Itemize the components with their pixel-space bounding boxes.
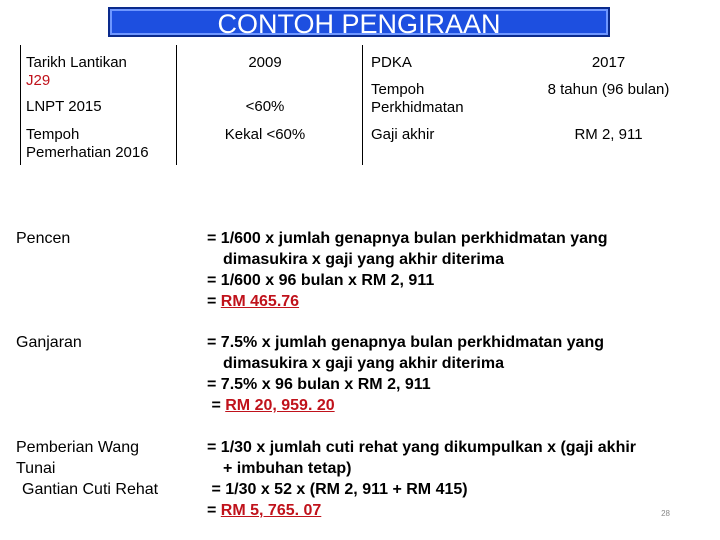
- row-label-line1: Tarikh Lantikan: [26, 54, 127, 71]
- calc-line: dimasukira x gaji yang akhir diterima: [223, 355, 504, 372]
- row-label-line1: Tempoh: [26, 126, 80, 143]
- row-tempoh-perkhidmatan-value: 8 tahun (96 bulan): [547, 81, 670, 98]
- row-lnpt-label: LNPT 2015: [26, 98, 102, 115]
- row-pdka-value: 2017: [591, 54, 626, 71]
- calc-line: = 1/30 x jumlah cuti rehat yang dikumpulkan x (gaji akhir: [207, 439, 637, 456]
- calc-line: = 1/600 x 96 bulan x RM 2, 911: [207, 272, 435, 289]
- page-number: 28: [661, 509, 670, 518]
- ganjaran-result: RM 20, 959. 20: [225, 397, 335, 414]
- calc-line: dimasukira x gaji yang akhir diterima: [223, 251, 504, 268]
- calc-result-line: [207, 500, 697, 521]
- row-gaji-akhir-value: RM 2, 911: [574, 126, 643, 143]
- page-title: CONTOH PENGIRAAN: [108, 7, 610, 37]
- calc-result-prefix: =: [207, 397, 226, 414]
- calc-line: + imbuhan tetap): [223, 460, 352, 477]
- row-tempoh-pemerhatian-value: Kekal <60%: [224, 126, 306, 143]
- calc-line: = 1/30 x 52 x (RM 2, 911 + RM 415): [207, 481, 468, 498]
- right-table: [0, 0, 720, 170]
- pencen-result: RM 465.76: [220, 293, 300, 310]
- row-gaji-akhir-label: Gaji akhir: [371, 126, 435, 143]
- label-line: Tunai: [16, 460, 56, 477]
- wang-tunai-label: [16, 437, 158, 500]
- row-label-line2: Pemerhatian 2016: [26, 144, 149, 161]
- calc-line: = 7.5% x jumlah genapnya bulan perkhidmatan yang: [207, 334, 604, 351]
- calc-line: = 1/600 x jumlah genapnya bulan perkhidmatan yang: [207, 230, 608, 247]
- wang-tunai-calculation: [207, 437, 697, 521]
- calc-result-line: [207, 291, 687, 312]
- pencen-label: Pencen: [16, 230, 71, 247]
- row-tarikh-lantikan-value: 2009: [248, 54, 282, 71]
- row-label-line2: J29: [26, 72, 51, 89]
- calc-result-prefix: =: [207, 502, 221, 519]
- row-lnpt-value: <60%: [245, 98, 285, 115]
- row-pdka-label: PDKA: [371, 54, 412, 71]
- row-label-line1: Tempoh: [371, 81, 425, 98]
- row-tempoh-perkhidmatan-label: [371, 81, 521, 117]
- pencen-calculation: [207, 228, 687, 312]
- calc-result-line: [207, 395, 687, 416]
- row-label-line2: Perkhidmatan: [371, 99, 464, 116]
- calc-line: = 7.5% x 96 bulan x RM 2, 911: [207, 376, 431, 393]
- ganjaran-calculation: [207, 332, 687, 416]
- calc-result-prefix: =: [207, 293, 221, 310]
- label-line: Pemberian Wang: [16, 439, 140, 456]
- wang-tunai-result: RM 5, 765. 07: [220, 502, 322, 519]
- ganjaran-label: Ganjaran: [16, 334, 82, 351]
- label-line: Gantian Cuti Rehat: [22, 481, 159, 498]
